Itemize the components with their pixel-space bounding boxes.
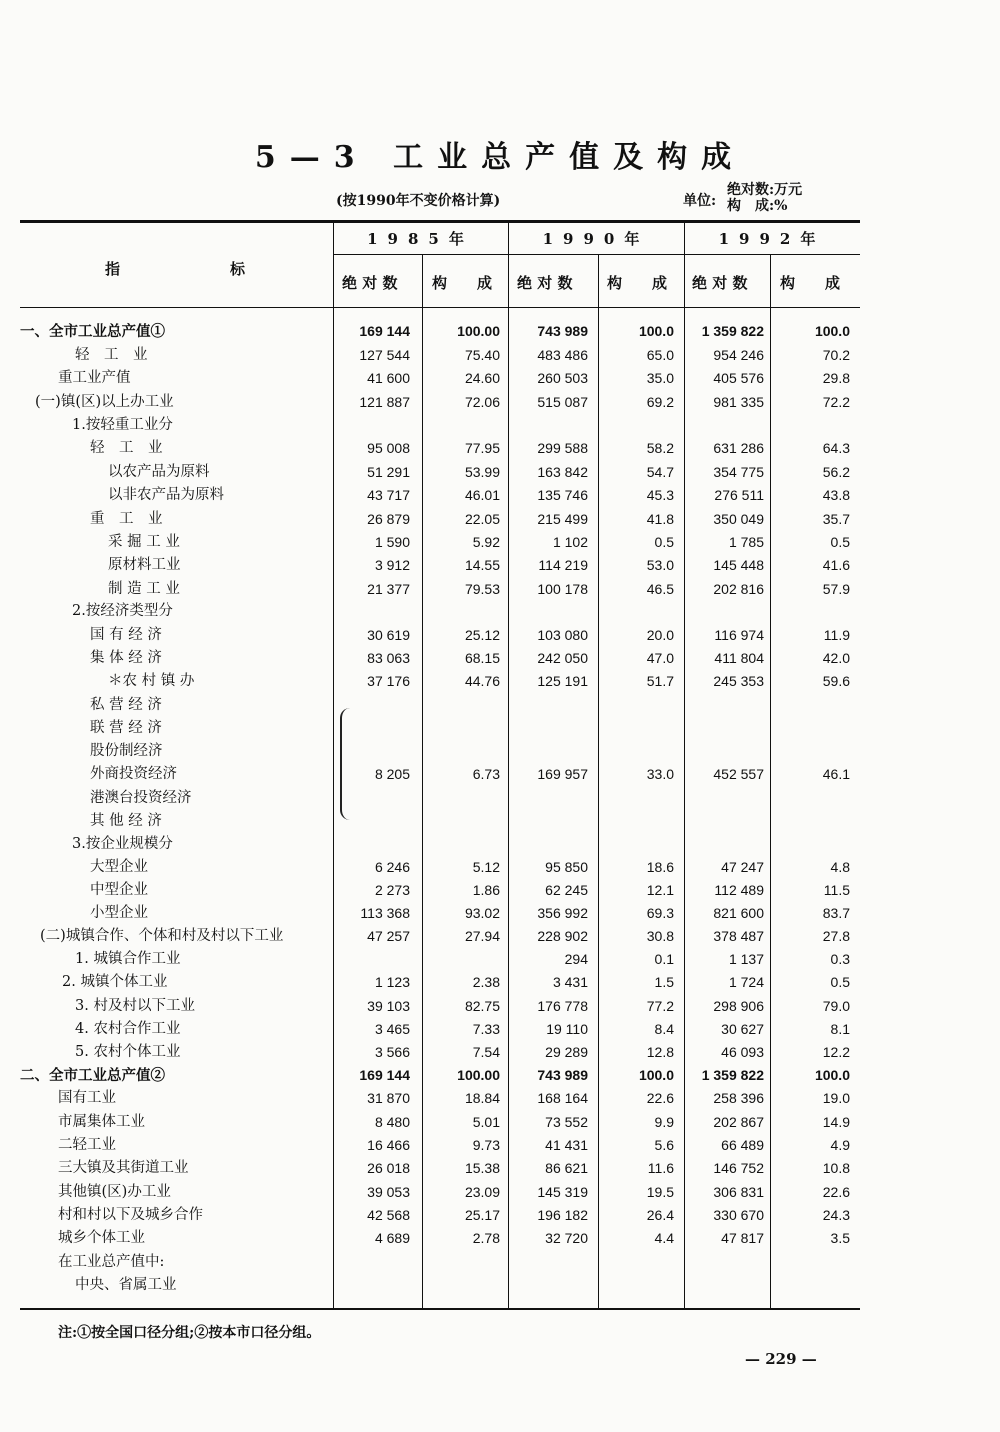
cell-pct-1990: 35.0 bbox=[646, 370, 674, 386]
indicator-header bbox=[105, 258, 255, 279]
abs-header: 绝 对 数 bbox=[342, 274, 398, 292]
row-label: 1. 城镇合作工业 bbox=[75, 951, 181, 967]
cell-pct-1985: 18.84 bbox=[464, 1090, 500, 1106]
cell-abs-1992: 202 867 bbox=[713, 1114, 764, 1130]
table-row bbox=[0, 810, 1000, 833]
pct-header: 构 成 bbox=[607, 274, 668, 292]
table-row bbox=[0, 971, 1000, 994]
cell-pct-1990: 0.1 bbox=[654, 951, 674, 967]
cell-pct-1992: 27.8 bbox=[822, 928, 850, 944]
cell-pct-1992: 42.0 bbox=[822, 650, 850, 666]
cell-pct-1990: 54.7 bbox=[646, 464, 674, 480]
cell-pct-1992: 59.6 bbox=[822, 673, 850, 689]
cell-pct-1985: 68.15 bbox=[464, 650, 500, 666]
cell-abs-1990: 103 080 bbox=[537, 627, 588, 643]
pct-header: 构 成 bbox=[432, 274, 493, 292]
cell-abs-1985: 16 466 bbox=[367, 1137, 410, 1153]
cell-abs-1992: 631 286 bbox=[713, 440, 764, 456]
table-row bbox=[0, 647, 1000, 670]
cell-abs-1990: 356 992 bbox=[537, 905, 588, 921]
row-label: 一、全市工业总产值① bbox=[20, 323, 165, 340]
cell-pct-1985: 100.00 bbox=[457, 1067, 500, 1083]
cell-pct-1985: 1.86 bbox=[472, 882, 500, 898]
cell-pct-1985: 75.40 bbox=[464, 347, 500, 363]
cell-pct-1992: 79.0 bbox=[822, 998, 850, 1014]
row-label: 国有工业 bbox=[58, 1090, 116, 1106]
cell-abs-1990: 743 989 bbox=[537, 323, 588, 339]
table-row bbox=[0, 1181, 1000, 1204]
cell-abs-1990: 32 720 bbox=[545, 1230, 588, 1246]
cell-pct-1992: 10.8 bbox=[822, 1160, 850, 1176]
cell-abs-1985: 26 879 bbox=[367, 511, 410, 527]
table-row bbox=[0, 1204, 1000, 1227]
cell-pct-1992: 22.6 bbox=[822, 1184, 850, 1200]
cell-abs-1990: 169 957 bbox=[537, 766, 588, 782]
cell-pct-1992: 72.2 bbox=[822, 394, 850, 410]
cell-pct-1985: 82.75 bbox=[464, 998, 500, 1014]
cell-abs-1992: 145 448 bbox=[713, 557, 764, 573]
table-row bbox=[0, 437, 1000, 460]
cell-pct-1992: 43.8 bbox=[822, 487, 850, 503]
cell-abs-1985: 127 544 bbox=[359, 347, 410, 363]
cell-abs-1992: 452 557 bbox=[713, 766, 764, 782]
cell-abs-1985: 4 689 bbox=[374, 1230, 410, 1246]
cell-pct-1990: 9.9 bbox=[654, 1114, 674, 1130]
cell-pct-1990: 5.6 bbox=[654, 1137, 674, 1153]
cell-pct-1985: 44.76 bbox=[464, 673, 500, 689]
cell-abs-1985: 169 144 bbox=[359, 323, 410, 339]
cell-abs-1985: 1 590 bbox=[374, 534, 410, 550]
unit-description bbox=[727, 182, 802, 214]
cell-pct-1985: 24.60 bbox=[464, 370, 500, 386]
row-label: 2. 城镇个体工业 bbox=[62, 974, 168, 990]
row-label: 1.按轻重工业分 bbox=[72, 417, 173, 433]
cell-pct-1990: 77.2 bbox=[646, 998, 674, 1014]
cell-abs-1985: 113 368 bbox=[360, 905, 410, 921]
table-row bbox=[0, 1087, 1000, 1110]
row-label: 股份制经济 bbox=[90, 743, 163, 759]
cell-pct-1992: 14.9 bbox=[822, 1114, 850, 1130]
cell-abs-1990: 1 102 bbox=[552, 534, 588, 550]
cell-abs-1990: 100 178 bbox=[537, 581, 588, 597]
table-row bbox=[0, 414, 1000, 437]
table-row bbox=[0, 833, 1000, 856]
table-row bbox=[0, 740, 1000, 763]
cell-abs-1985: 2 273 bbox=[374, 882, 410, 898]
table-row bbox=[0, 1274, 1000, 1297]
cell-abs-1992: 821 600 bbox=[713, 905, 764, 921]
table-row bbox=[0, 1134, 1000, 1157]
abs-header: 绝 对 数 bbox=[517, 274, 573, 292]
row-label: 重 工 业 bbox=[90, 511, 163, 527]
table-row bbox=[0, 1064, 1000, 1087]
cell-abs-1992: 46 093 bbox=[721, 1044, 764, 1060]
cell-abs-1990: 294 bbox=[564, 951, 588, 967]
cell-abs-1985: 3 566 bbox=[374, 1044, 410, 1060]
cell-abs-1985: 21 377 bbox=[367, 581, 410, 597]
cell-pct-1985: 27.94 bbox=[464, 928, 500, 944]
cell-abs-1985: 26 018 bbox=[367, 1160, 410, 1176]
cell-pct-1985: 5.92 bbox=[472, 534, 500, 550]
cell-pct-1985: 79.53 bbox=[464, 581, 500, 597]
cell-pct-1990: 30.8 bbox=[646, 928, 674, 944]
cell-pct-1990: 41.8 bbox=[646, 511, 674, 527]
row-label: 2.按经济类型分 bbox=[72, 603, 173, 619]
cell-abs-1992: 354 775 bbox=[713, 464, 764, 480]
cell-abs-1985: 8 205 bbox=[374, 766, 410, 782]
cell-abs-1992: 1 724 bbox=[728, 974, 764, 990]
table-row bbox=[0, 531, 1000, 554]
row-label: 港澳台投资经济 bbox=[90, 790, 192, 806]
year-underline bbox=[333, 254, 860, 255]
row-label: 联 营 经 济 bbox=[90, 720, 162, 736]
row-label: 城乡个体工业 bbox=[58, 1230, 145, 1246]
row-label: 二、全市工业总产值② bbox=[20, 1067, 165, 1084]
table-row bbox=[0, 554, 1000, 577]
cell-abs-1985: 121 887 bbox=[359, 394, 410, 410]
cell-pct-1990: 69.3 bbox=[646, 905, 674, 921]
cell-abs-1985: 169 144 bbox=[359, 1067, 410, 1083]
cell-abs-1990: 743 989 bbox=[537, 1067, 588, 1083]
cell-abs-1992: 954 246 bbox=[713, 347, 764, 363]
cell-pct-1985: 72.06 bbox=[464, 394, 500, 410]
cell-abs-1990: 176 778 bbox=[537, 998, 588, 1014]
year-header-1992: 1992年 bbox=[718, 230, 826, 248]
row-label: (一)镇(区)以上办工业 bbox=[35, 394, 174, 410]
cell-abs-1990: 168 164 bbox=[537, 1090, 588, 1106]
table-row bbox=[0, 484, 1000, 507]
row-label: 重工业产值 bbox=[58, 370, 131, 386]
grouping-brace bbox=[340, 708, 354, 820]
cell-abs-1985: 3 465 bbox=[374, 1021, 410, 1037]
cell-pct-1985: 25.12 bbox=[464, 627, 500, 643]
year-header-1990: 1990年 bbox=[542, 230, 650, 248]
cell-abs-1992: 112 489 bbox=[714, 882, 764, 898]
table-row bbox=[0, 1251, 1000, 1274]
row-label: 中型企业 bbox=[90, 882, 148, 898]
cell-pct-1990: 65.0 bbox=[646, 347, 674, 363]
unit-label: 单位: bbox=[683, 193, 717, 209]
cell-abs-1992: 258 396 bbox=[713, 1090, 764, 1106]
row-label: 小型企业 bbox=[90, 905, 148, 921]
price-basis-note: (按1990年不变价格计算) bbox=[336, 193, 501, 209]
row-label: 村和村以下及城乡合作 bbox=[58, 1207, 203, 1223]
cell-pct-1990: 58.2 bbox=[646, 440, 674, 456]
cell-pct-1990: 19.5 bbox=[646, 1184, 674, 1200]
row-label: 3.按企业规模分 bbox=[72, 836, 173, 852]
cell-pct-1990: 18.6 bbox=[646, 859, 674, 875]
row-label: 制 造 工 业 bbox=[108, 581, 180, 597]
cell-pct-1992: 57.9 bbox=[822, 581, 850, 597]
row-label: 私 营 经 济 bbox=[90, 697, 162, 713]
table-row bbox=[0, 995, 1000, 1018]
cell-abs-1990: 163 842 bbox=[537, 464, 588, 480]
table-row bbox=[0, 717, 1000, 740]
cell-abs-1985: 51 291 bbox=[367, 464, 410, 480]
table-row bbox=[0, 508, 1000, 531]
cell-abs-1992: 47 817 bbox=[721, 1230, 764, 1246]
cell-pct-1990: 22.6 bbox=[646, 1090, 674, 1106]
cell-abs-1990: 73 552 bbox=[545, 1114, 588, 1130]
cell-pct-1990: 12.8 bbox=[646, 1044, 674, 1060]
cell-pct-1985: 22.05 bbox=[464, 511, 500, 527]
cell-abs-1990: 135 746 bbox=[537, 487, 588, 503]
cell-abs-1992: 116 974 bbox=[714, 627, 764, 643]
cell-abs-1990: 41 431 bbox=[545, 1137, 588, 1153]
cell-pct-1990: 1.5 bbox=[654, 974, 674, 990]
cell-pct-1992: 8.1 bbox=[830, 1021, 850, 1037]
cell-pct-1992: 12.2 bbox=[822, 1044, 850, 1060]
table-row bbox=[0, 948, 1000, 971]
row-label: 以非农产品为原料 bbox=[108, 487, 224, 503]
indicator-header-a: 指 bbox=[105, 260, 121, 278]
cell-pct-1985: 2.38 bbox=[472, 974, 500, 990]
row-label: 三大镇及其街道工业 bbox=[58, 1160, 189, 1176]
cell-abs-1992: 1 359 822 bbox=[701, 1067, 764, 1083]
cell-abs-1985: 41 600 bbox=[367, 370, 410, 386]
cell-pct-1992: 100.0 bbox=[814, 1067, 850, 1083]
row-label: 市属集体工业 bbox=[58, 1114, 145, 1130]
cell-pct-1992: 56.2 bbox=[822, 464, 850, 480]
table-row bbox=[0, 367, 1000, 390]
cell-abs-1992: 202 816 bbox=[713, 581, 764, 597]
cell-pct-1990: 26.4 bbox=[646, 1207, 674, 1223]
cell-pct-1992: 100.0 bbox=[814, 323, 850, 339]
cell-pct-1985: 25.17 bbox=[464, 1207, 500, 1223]
cell-abs-1992: 146 752 bbox=[713, 1160, 764, 1176]
row-label: 以农产品为原料 bbox=[108, 464, 210, 480]
table-row bbox=[0, 856, 1000, 879]
cell-pct-1985: 15.38 bbox=[464, 1160, 500, 1176]
row-label: 其 他 经 济 bbox=[90, 813, 162, 829]
cell-abs-1990: 515 087 bbox=[537, 394, 588, 410]
cell-pct-1985: 23.09 bbox=[464, 1184, 500, 1200]
cell-abs-1985: 95 008 bbox=[367, 440, 410, 456]
cell-abs-1985: 1 123 bbox=[374, 974, 410, 990]
cell-abs-1985: 8 480 bbox=[374, 1114, 410, 1130]
cell-abs-1990: 19 110 bbox=[546, 1021, 588, 1037]
cell-pct-1990: 4.4 bbox=[654, 1230, 674, 1246]
cell-abs-1985: 6 246 bbox=[374, 859, 410, 875]
table-row bbox=[0, 1111, 1000, 1134]
row-label: 外商投资经济 bbox=[90, 766, 177, 782]
row-label: 3. 村及村以下工业 bbox=[75, 998, 195, 1014]
table-row bbox=[0, 670, 1000, 693]
cell-abs-1985: 30 619 bbox=[367, 627, 410, 643]
cell-abs-1992: 350 049 bbox=[713, 511, 764, 527]
cell-pct-1985: 77.95 bbox=[464, 440, 500, 456]
cell-pct-1985: 53.99 bbox=[464, 464, 500, 480]
table-row bbox=[0, 763, 1000, 786]
cell-pct-1992: 4.8 bbox=[830, 859, 850, 875]
cell-pct-1990: 100.0 bbox=[638, 323, 674, 339]
cell-pct-1992: 46.1 bbox=[822, 766, 850, 782]
cell-pct-1992: 29.8 bbox=[822, 370, 850, 386]
cell-pct-1985: 5.12 bbox=[472, 859, 500, 875]
cell-pct-1985: 9.73 bbox=[472, 1137, 500, 1153]
row-label: 其他镇(区)办工业 bbox=[58, 1184, 171, 1200]
indicator-header-b: 标 bbox=[230, 260, 246, 278]
cell-abs-1992: 47 247 bbox=[721, 859, 764, 875]
cell-pct-1990: 46.5 bbox=[646, 581, 674, 597]
table-row bbox=[0, 391, 1000, 414]
cell-abs-1990: 86 621 bbox=[545, 1160, 588, 1176]
table-row bbox=[0, 1227, 1000, 1250]
cell-abs-1992: 276 511 bbox=[714, 487, 764, 503]
cell-pct-1990: 51.7 bbox=[646, 673, 674, 689]
cell-abs-1992: 306 831 bbox=[713, 1184, 764, 1200]
table-row bbox=[0, 694, 1000, 717]
cell-pct-1992: 0.5 bbox=[830, 974, 850, 990]
cell-pct-1985: 2.78 bbox=[472, 1230, 500, 1246]
cell-abs-1992: 405 576 bbox=[713, 370, 764, 386]
row-label: 二轻工业 bbox=[58, 1137, 116, 1153]
cell-abs-1990: 228 902 bbox=[537, 928, 588, 944]
cell-abs-1992: 298 906 bbox=[713, 998, 764, 1014]
cell-pct-1990: 69.2 bbox=[646, 394, 674, 410]
cell-pct-1992: 35.7 bbox=[822, 511, 850, 527]
cell-abs-1990: 125 191 bbox=[537, 673, 588, 689]
cell-abs-1990: 145 319 bbox=[537, 1184, 588, 1200]
table-row bbox=[0, 320, 1000, 343]
abs-header: 绝 对 数 bbox=[692, 274, 748, 292]
unit-percent: 构 成:% bbox=[727, 198, 788, 214]
cell-pct-1992: 24.3 bbox=[822, 1207, 850, 1223]
cell-pct-1992: 64.3 bbox=[822, 440, 850, 456]
footnote: 注:①按全国口径分组;②按本市口径分组。 bbox=[58, 1325, 321, 1341]
page-number: — 229 — bbox=[745, 1350, 817, 1368]
cell-abs-1990: 3 431 bbox=[552, 974, 588, 990]
cell-abs-1985: 83 063 bbox=[367, 650, 410, 666]
cell-pct-1985: 14.55 bbox=[464, 557, 500, 573]
page-title: 5—3 工业总产值及构成 bbox=[254, 140, 746, 175]
cell-abs-1985: 39 053 bbox=[367, 1184, 410, 1200]
cell-abs-1985: 37 176 bbox=[367, 673, 410, 689]
cell-abs-1985: 47 257 bbox=[367, 928, 410, 944]
cell-abs-1990: 299 588 bbox=[537, 440, 588, 456]
table-row bbox=[0, 461, 1000, 484]
row-label: 大型企业 bbox=[90, 859, 148, 875]
cell-pct-1985: 7.54 bbox=[472, 1044, 500, 1060]
cell-pct-1990: 53.0 bbox=[646, 557, 674, 573]
table-row bbox=[0, 879, 1000, 902]
cell-pct-1985: 7.33 bbox=[472, 1021, 500, 1037]
row-label: 4. 农村合作工业 bbox=[75, 1021, 181, 1037]
table-row bbox=[0, 925, 1000, 948]
cell-pct-1992: 41.6 bbox=[822, 557, 850, 573]
table-row bbox=[0, 1157, 1000, 1180]
cell-abs-1990: 483 486 bbox=[537, 347, 588, 363]
cell-abs-1992: 30 627 bbox=[721, 1021, 764, 1037]
cell-pct-1992: 4.9 bbox=[830, 1137, 850, 1153]
unit-absolute: 绝对数:万元 bbox=[727, 182, 803, 198]
cell-pct-1985: 6.73 bbox=[472, 766, 500, 782]
row-label: 集 体 经 济 bbox=[90, 650, 162, 666]
cell-pct-1990: 100.0 bbox=[638, 1067, 674, 1083]
cell-pct-1990: 20.0 bbox=[646, 627, 674, 643]
cell-pct-1990: 12.1 bbox=[646, 882, 674, 898]
cell-pct-1992: 70.2 bbox=[822, 347, 850, 363]
cell-pct-1990: 45.3 bbox=[646, 487, 674, 503]
cell-pct-1985: 100.00 bbox=[457, 323, 500, 339]
row-label: ＊农 村 镇 办 bbox=[108, 673, 195, 689]
cell-abs-1990: 260 503 bbox=[537, 370, 588, 386]
cell-abs-1985: 39 103 bbox=[367, 998, 410, 1014]
cell-abs-1990: 29 289 bbox=[545, 1044, 588, 1060]
cell-abs-1992: 66 489 bbox=[721, 1137, 764, 1153]
header-bottom-rule bbox=[20, 307, 860, 308]
cell-abs-1985: 31 870 bbox=[367, 1090, 410, 1106]
row-label: (二)城镇合作、个体和村及村以下工业 bbox=[40, 928, 284, 944]
cell-abs-1985: 3 912 bbox=[374, 557, 410, 573]
cell-pct-1990: 0.5 bbox=[654, 534, 674, 550]
table-bottom-rule bbox=[20, 1308, 860, 1310]
cell-pct-1992: 11.5 bbox=[823, 882, 850, 898]
table-row bbox=[0, 787, 1000, 810]
row-label: 轻 工 业 bbox=[75, 347, 148, 363]
cell-pct-1990: 8.4 bbox=[654, 1021, 674, 1037]
row-label: 在工业总产值中: bbox=[58, 1254, 165, 1270]
table-row bbox=[0, 344, 1000, 367]
table-row bbox=[0, 1041, 1000, 1064]
cell-pct-1990: 47.0 bbox=[646, 650, 674, 666]
table-row bbox=[0, 624, 1000, 647]
cell-abs-1990: 95 850 bbox=[545, 859, 588, 875]
row-label: 5. 农村个体工业 bbox=[75, 1044, 181, 1060]
cell-abs-1992: 1 785 bbox=[728, 534, 764, 550]
table-row bbox=[0, 600, 1000, 623]
cell-abs-1992: 378 487 bbox=[713, 928, 764, 944]
cell-abs-1992: 1 137 bbox=[728, 951, 764, 967]
cell-pct-1992: 19.0 bbox=[822, 1090, 850, 1106]
cell-abs-1985: 42 568 bbox=[367, 1207, 410, 1223]
cell-pct-1992: 0.5 bbox=[830, 534, 850, 550]
row-label: 国 有 经 济 bbox=[90, 627, 162, 643]
table-row bbox=[0, 578, 1000, 601]
cell-pct-1992: 83.7 bbox=[822, 905, 850, 921]
cell-pct-1985: 93.02 bbox=[464, 905, 500, 921]
cell-pct-1985: 5.01 bbox=[472, 1114, 500, 1130]
cell-abs-1992: 981 335 bbox=[713, 394, 764, 410]
cell-abs-1990: 196 182 bbox=[537, 1207, 588, 1223]
row-label: 采 掘 工 业 bbox=[108, 534, 180, 550]
cell-pct-1992: 0.3 bbox=[830, 951, 850, 967]
cell-pct-1990: 11.6 bbox=[647, 1160, 674, 1176]
cell-abs-1990: 62 245 bbox=[545, 882, 588, 898]
cell-abs-1985: 43 717 bbox=[367, 487, 410, 503]
pct-header: 构 成 bbox=[780, 274, 841, 292]
table-row bbox=[0, 1018, 1000, 1041]
cell-abs-1992: 1 359 822 bbox=[701, 323, 764, 339]
row-label: 原材料工业 bbox=[108, 557, 181, 573]
cell-pct-1992: 3.5 bbox=[830, 1230, 850, 1246]
cell-abs-1992: 411 804 bbox=[714, 650, 764, 666]
table-row bbox=[0, 902, 1000, 925]
row-label: 轻 工 业 bbox=[90, 440, 163, 456]
cell-abs-1990: 114 219 bbox=[538, 557, 588, 573]
year-header-1985: 1985年 bbox=[367, 230, 474, 248]
row-label: 中央、省属工业 bbox=[75, 1277, 177, 1293]
cell-abs-1992: 330 670 bbox=[713, 1207, 764, 1223]
cell-pct-1992: 11.9 bbox=[823, 627, 850, 643]
cell-abs-1990: 242 050 bbox=[537, 650, 588, 666]
cell-abs-1992: 245 353 bbox=[713, 673, 764, 689]
table-top-rule bbox=[20, 220, 860, 223]
cell-pct-1990: 33.0 bbox=[646, 766, 674, 782]
cell-pct-1985: 46.01 bbox=[464, 487, 500, 503]
cell-abs-1990: 215 499 bbox=[537, 511, 588, 527]
